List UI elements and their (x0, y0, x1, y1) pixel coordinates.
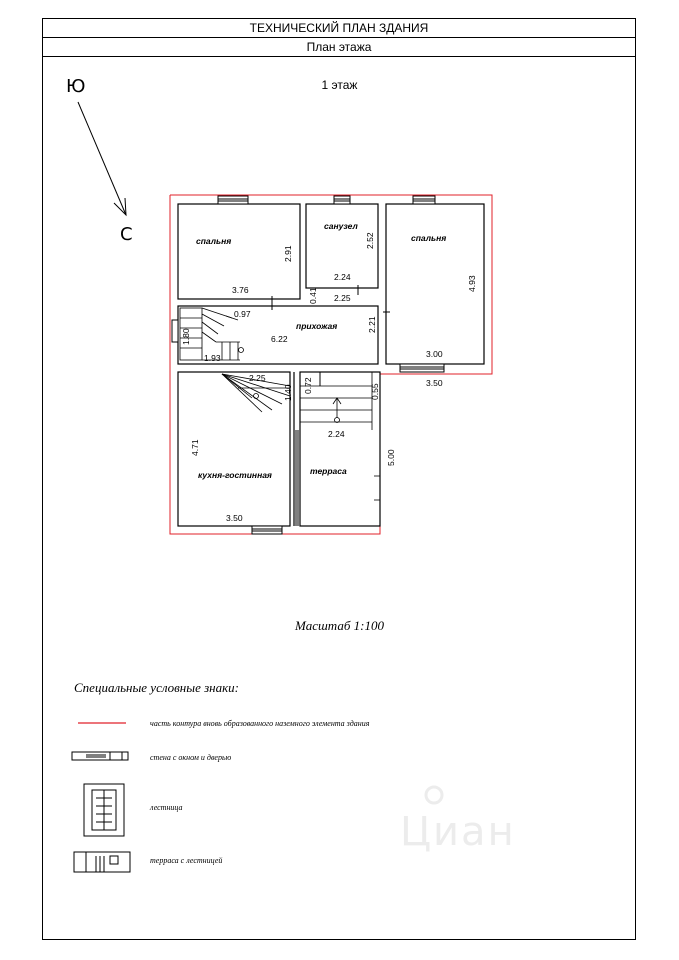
terrace-walls (300, 372, 380, 526)
legend-item-terrace-text: терраса с лестницей (150, 856, 223, 865)
legend-terrace-symbol (74, 852, 130, 872)
dim-kitchen-140: 1.40 (283, 384, 293, 401)
compass-north-label: Ю (66, 76, 86, 97)
watermark-text: Циан (400, 809, 516, 855)
dim-bedroom-right-width: 3.00 (426, 349, 443, 359)
legend-stairs-symbol (84, 784, 124, 836)
dim-outer-right-width: 3.50 (426, 378, 443, 388)
dim-terrace-072: 0.72 (303, 377, 313, 394)
dim-hall-097: 0.97 (234, 309, 251, 319)
dim-kitchen-225: 2.25 (249, 373, 266, 383)
dim-terrace-055: 0.55 (370, 383, 380, 400)
room-label-terrace: терраса (310, 466, 347, 476)
dim-kitchen-width: 3.50 (226, 513, 243, 523)
room-label-bathroom: санузел (324, 221, 358, 231)
dim-bathroom-width: 2.24 (334, 272, 351, 282)
dim-hall-041: 0.41 (308, 287, 318, 304)
room-label-kitchen: кухня-гостинная (198, 470, 272, 480)
legend-item-stairs-text: лестница (150, 803, 183, 812)
floor-label: 1 этаж (321, 78, 358, 92)
dim-terrace-500: 5.00 (386, 449, 396, 466)
windows (172, 196, 447, 534)
legend-item-contour-text: часть контура вновь образованного наземного элемента здания (150, 719, 370, 728)
scale-label: Масштаб 1:100 (295, 618, 384, 633)
room-label-bedroom-left: спальня (196, 236, 232, 246)
dim-stair-180: 1.80 (181, 328, 191, 345)
dim-bathroom-height: 2.52 (365, 232, 375, 249)
dim-stair-193: 1.93 (204, 353, 221, 363)
dim-bedroom-left-width: 3.76 (232, 285, 249, 295)
compass-arrow-icon (78, 102, 126, 215)
watermark (400, 787, 516, 855)
dim-hall-221: 2.21 (367, 316, 377, 333)
legend-title: Специальные условные знаки: (74, 680, 240, 695)
room-label-hallway: прихожая (296, 321, 338, 331)
dim-bedroom-right-height: 4.93 (467, 275, 477, 292)
room-label-bedroom-right: спальня (411, 233, 447, 243)
document-title: ТЕХНИЧЕСКИЙ ПЛАН ЗДАНИЯ (43, 19, 635, 38)
legend-wall-symbol (72, 752, 128, 760)
document-subtitle: План этажа (43, 38, 635, 57)
dim-bedroom-left-height: 2.91 (283, 245, 293, 262)
legend-item-wall-text: стена с окном и дверью (150, 753, 232, 762)
dim-terrace-224: 2.24 (328, 429, 345, 439)
dim-hall-622: 6.22 (271, 334, 288, 344)
dim-kitchen-height: 4.71 (190, 439, 200, 456)
dim-hall-225: 2.25 (334, 293, 351, 303)
compass-south-label: С (120, 224, 133, 245)
